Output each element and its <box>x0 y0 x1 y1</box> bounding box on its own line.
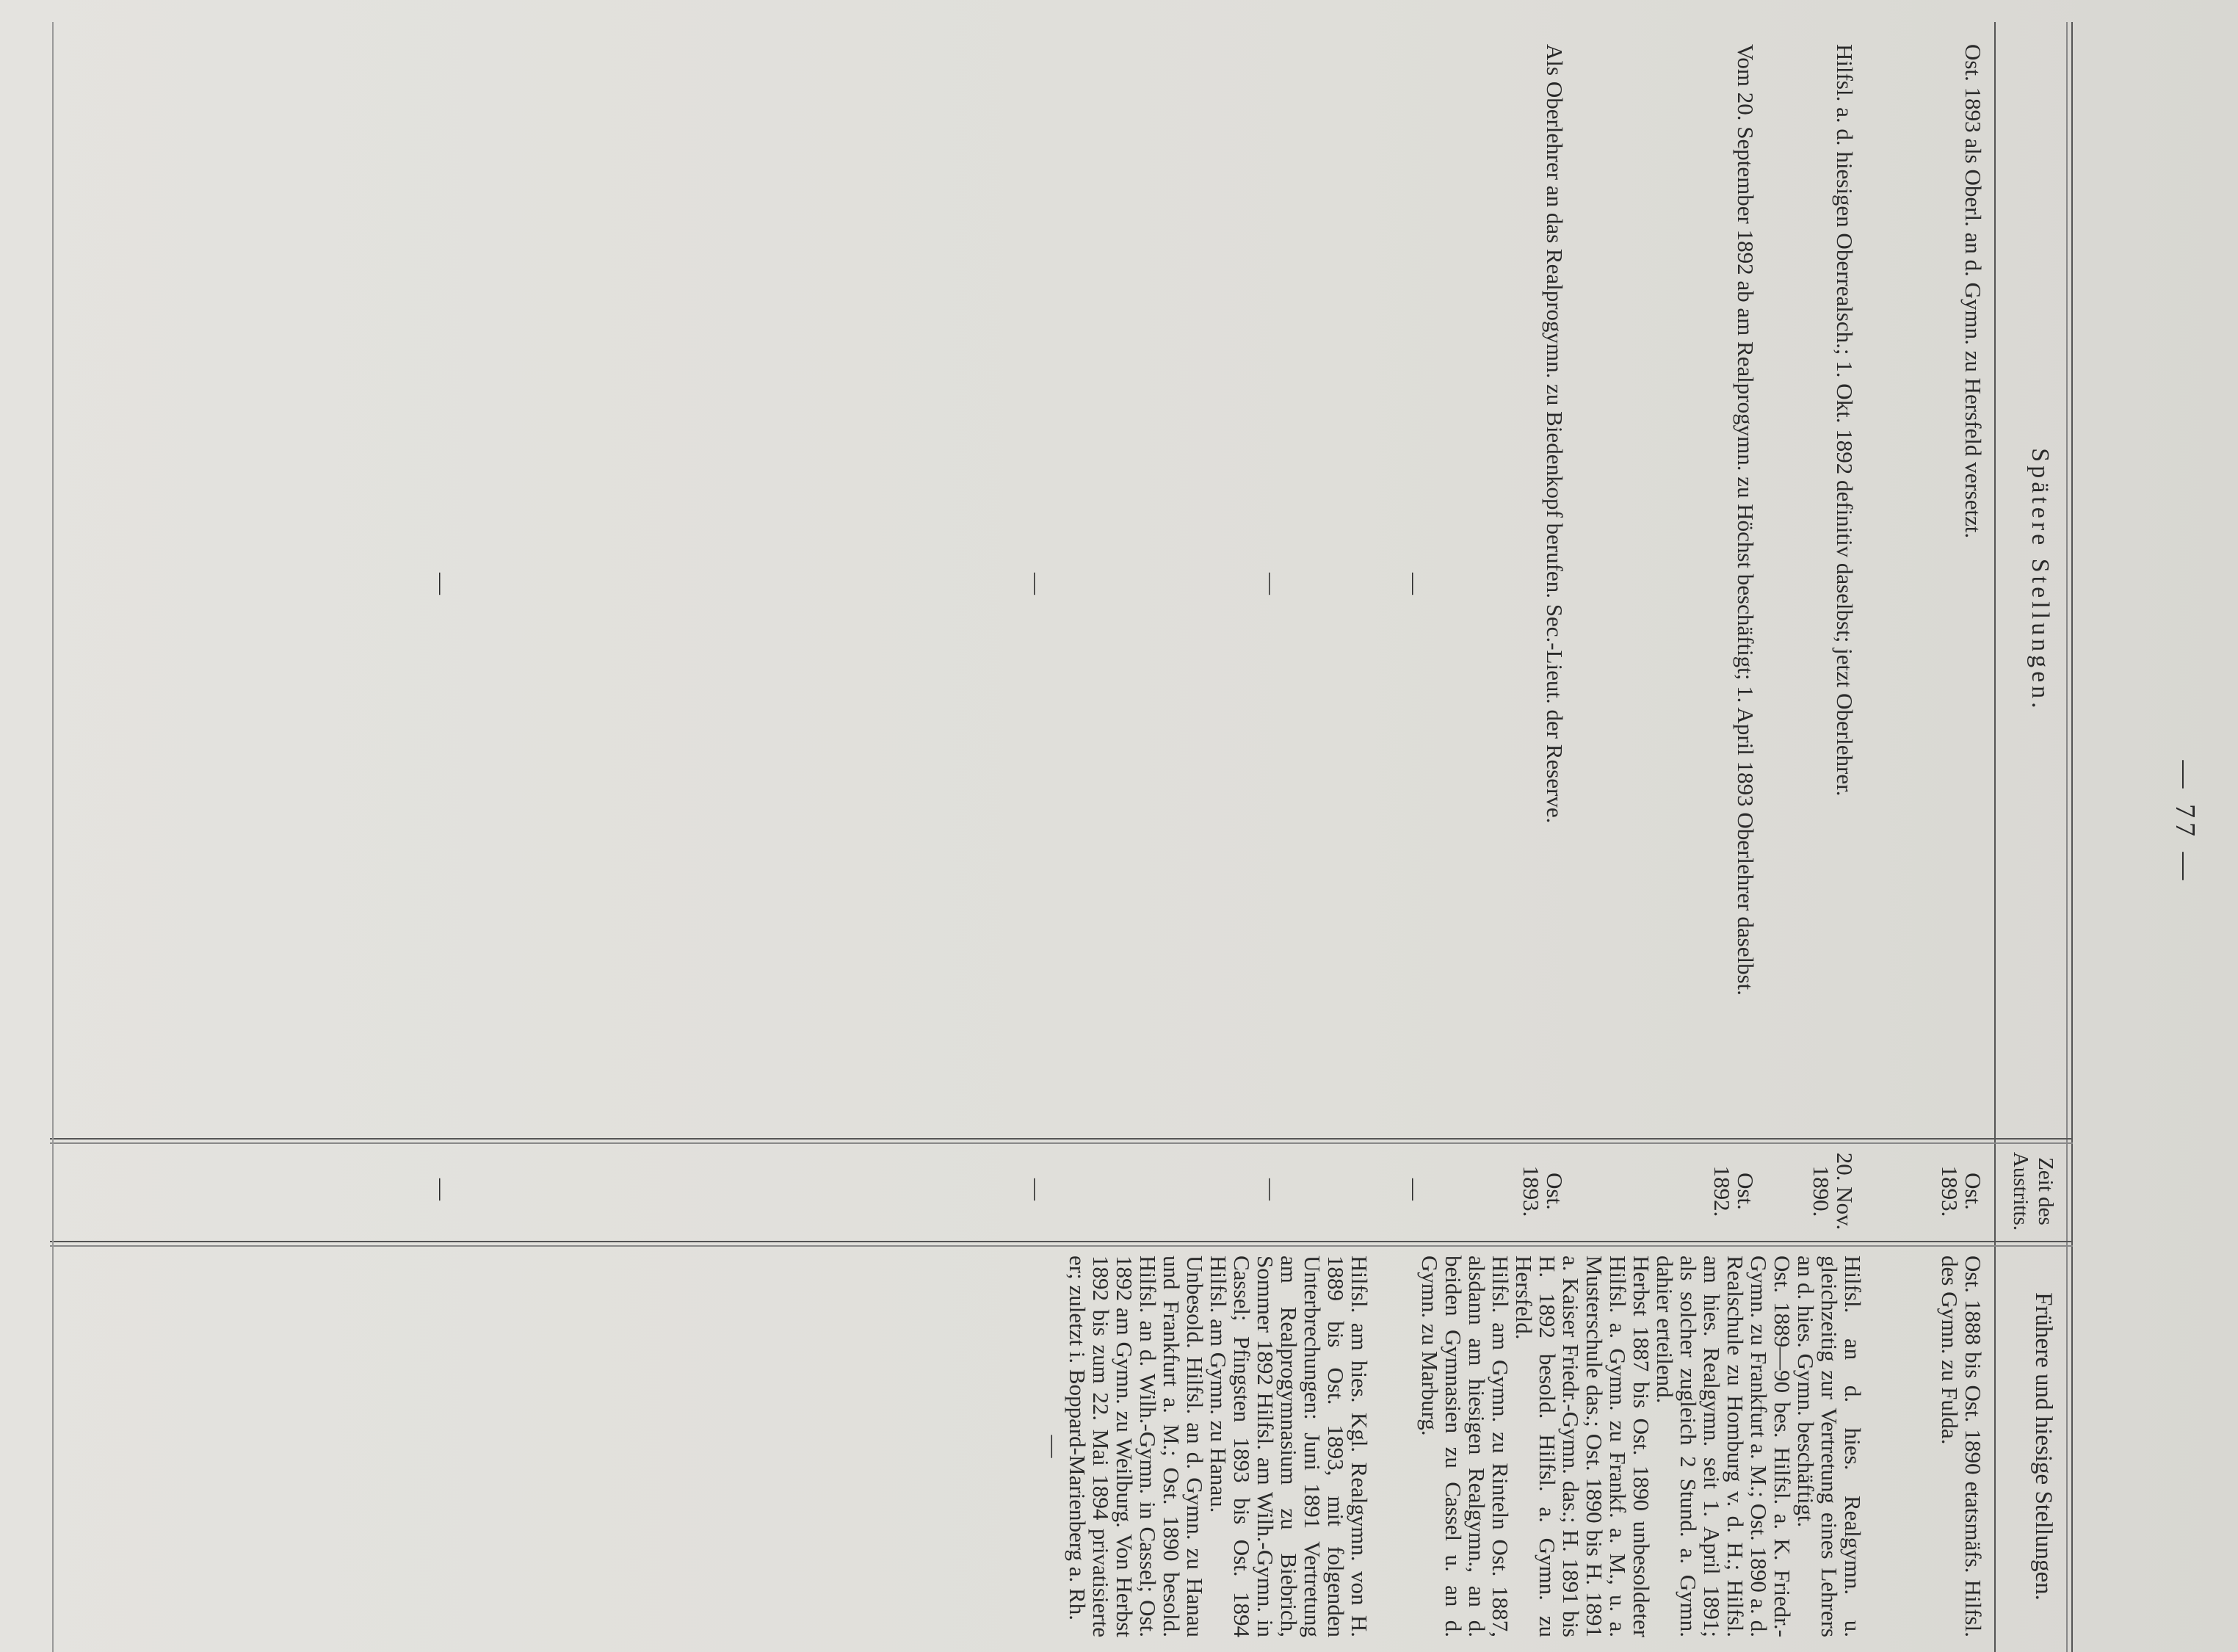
zeit-cell-3 <box>1710 1145 1757 1237</box>
zeit-entry-2: 20. Nov. 1890. <box>1808 1152 1858 1231</box>
spaetere-entry-1: Ost. 1893 als Oberl. an d. Gymn. zu Hersfeld versetzt. <box>1960 44 1986 539</box>
spaetere-cell-4 <box>1543 44 1566 1123</box>
fruehere-entry-3: Ost. 1889—90 bes. Hilfsl. a. K. Friedr.-Gymn. zu Frankfurt a. M.; Ost. 1890 a. d. Realschule zu Homburg v. d. H.; Hilfsl. am hies. Realgymn. seit 1. April 1891; als solcher zugleich 2 Stund. a. Gymn. dahier erteilend. <box>1652 1256 1795 1637</box>
spaetere-entry-4: Als Oberlehrer an das Realprogymn. zu Biedenkopf berufen. Sec.-Lieut. der Reserve. <box>1542 44 1568 824</box>
spaetere-cell-2 <box>1833 44 1856 1123</box>
zeit-entry-3: Ost. 1892. <box>1709 1165 1759 1217</box>
fruehere-entry-7: Unbesold. Hilfsl. an d. Gymn. zu Hanau und Frankfurt a. M.; Ost. 1890 besold. Hilfsl. an d. Wilh.-Gymn. in Cassel; Ost. 1892 am Gymn. zu Weilburg. Von Herbst 1892 bis zum 22. Mai 1894 privatisierte er; zuletzt i. Boppard-Marienberg a. Rh. <box>1065 1256 1208 1637</box>
column-zeit <box>1938 1145 1985 1237</box>
column-divider-1b <box>50 1142 2073 1144</box>
spaetere-cell-3 <box>1734 44 1757 1123</box>
spaetere-entry-2: Hilfsl. a. d. hiesigen Oberrealsch.; 1. Okt. 1892 definitiv daselbst; jetzt Oberlehrer. <box>1832 44 1858 797</box>
fruehere-entry-4: Herbst 1887 bis Ost. 1890 unbesoldeter Hilfsl. a. Gymn. zu Frankf. a. M., u. a. Musterschule das.; Ost. 1890 bis H. 1891 a. Kaiser Friedr.-Gymn. das.; H. 1891 bis H. 1892 besold. Hilfsl. a. Gymn. zu Hersfeld. <box>1511 1256 1654 1637</box>
table-top-rule <box>2071 22 2073 1652</box>
header-bottom-rule <box>1994 22 1996 1652</box>
spaetere-entry-5: — <box>1402 573 1427 595</box>
zeit-entry-1: Ost. 1893. <box>1937 1165 1986 1217</box>
header-fruehere: Frühere und hiesige Stellungen. <box>2030 1292 2057 1601</box>
fruehere-entry-6: Hilfsl. am hies. Kgl. Realgymn. von H. 1889 bis Ost. 1893, mit folgenden Unterbrechungen: Juni 1891 Vertretung am Realprogymnasium zu Biebrich, Sommer 1892 Hilfsl. am Wilh.-Gymn. in Cassel; Pfingsten 1893 bis Ost. 1894 Hilfsl. am Gymn. zu Hanau. <box>1206 1256 1372 1637</box>
header-spaetere: Spätere Stellungen. <box>2027 448 2054 712</box>
column-divider-2b <box>50 1245 2073 1247</box>
fruehere-entry-8: — <box>1041 1435 1067 1458</box>
column-divider-1 <box>50 1138 2073 1140</box>
header-zeit-line2: Austritts. <box>2009 1151 2032 1231</box>
fruehere-entry-2: Hilfsl. an d. hies. Realgymn. u. gleichzeitig zur Vertretung eines Lehrers an d. hies. Gymn. beschäftigt. <box>1793 1256 1866 1637</box>
fruehere-entry-5: Hilfsl. am Gymn. zu Rinteln Ost. 1887, alsdann am hiesigen Realgymn., an d. beiden Gymnasien zu Cassel u. an d. Gymn. zu Marburg. <box>1417 1256 1513 1637</box>
spaetere-entry-8: — <box>430 573 454 595</box>
header-zeit <box>2008 1145 2058 1237</box>
spaetere-cell-1 <box>1961 44 1985 1123</box>
zeit-entry-4: Ost. 1893. <box>1518 1165 1568 1217</box>
column-fruehere <box>1042 1256 1985 1637</box>
page-number: — 77 — <box>2170 760 2201 885</box>
zeit-cell-2 <box>1809 1145 1856 1237</box>
zeit-entry-5: — <box>1402 1178 1427 1200</box>
zeit-entry-8: — <box>430 1178 454 1200</box>
zeit-entry-6: — <box>1259 1178 1283 1200</box>
spaetere-entry-3: Vom 20. September 1892 ab am Realprogymn. zu Höchst beschäftigt; 1. April 1893 Oberlehrer daselbst. <box>1733 44 1759 996</box>
header-zeit-line1: Zeit des <box>2034 1157 2057 1225</box>
spaetere-entry-6: — <box>1259 573 1283 595</box>
zeit-entry-7: — <box>1024 1178 1049 1200</box>
table-bottom-rule <box>52 22 54 1652</box>
spaetere-entry-7: — <box>1024 573 1049 595</box>
fruehere-entry-1: Ost. 1888 bis Ost. 1890 etatsmäfs. Hilfsl. des Gymn. zu Fulda. <box>1937 1256 1986 1637</box>
zeit-cell-4 <box>1519 1145 1566 1237</box>
table-top-rule-inner <box>2066 22 2068 1652</box>
column-divider-2 <box>50 1241 2073 1242</box>
